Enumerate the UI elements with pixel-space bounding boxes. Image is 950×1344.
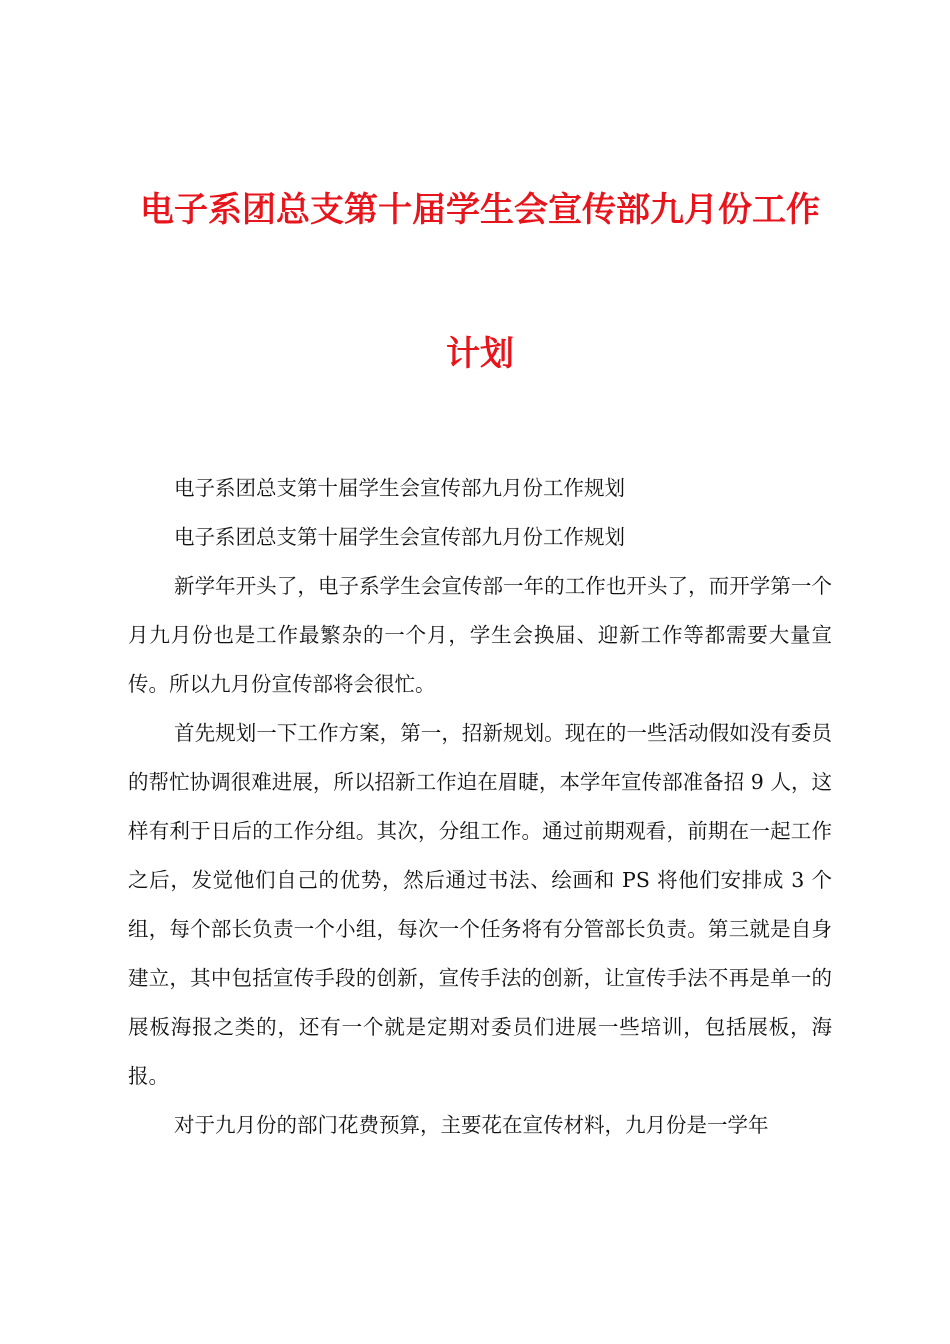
body-paragraph: 对于九月份的部门花费预算，主要花在宣传材料，九月份是一学年 <box>174 1113 769 1137</box>
document-body <box>128 464 832 1150</box>
body-paragraph: 电子系团总支第十届学生会宣传部九月份工作规划 <box>174 476 625 500</box>
body-paragraph: 首先规划一下工作方案，第一，招新规划。现在的一些活动假如没有委员的帮忙协调很难进展，所以招新工作迫在眉睫，本学年宣传部准备招 9 人，这样有利于日后的工作分组。其次，分组工作。通过前期观看，前期在一起工作之后，发觉他们自己的优势，然后通过书法、绘画和 PS 将他们安排成 3 个组，每个部长负责一个小组，每次一个任务将有分管部长负责。第三就是自身建立，其中包括宣传手段的创新，宣传手法的创新，让宣传手法不再是单一的展板海报之类的，还有一个就是定期对委员们进展一些培训，包括展板，海报。 <box>128 721 832 1088</box>
document-title-line-2: 计划 <box>446 334 514 374</box>
document-title-line-1: 电子系团总支第十届学生会宣传部九月份工作 <box>140 190 820 230</box>
body-paragraph: 电子系团总支第十届学生会宣传部九月份工作规划 <box>174 525 625 549</box>
body-paragraph: 新学年开头了，电子系学生会宣传部一年的工作也开头了，而开学第一个月九月份也是工作最繁杂的一个月，学生会换届、迎新工作等都需要大量宣传。所以九月份宣传部将会很忙。 <box>128 574 832 696</box>
